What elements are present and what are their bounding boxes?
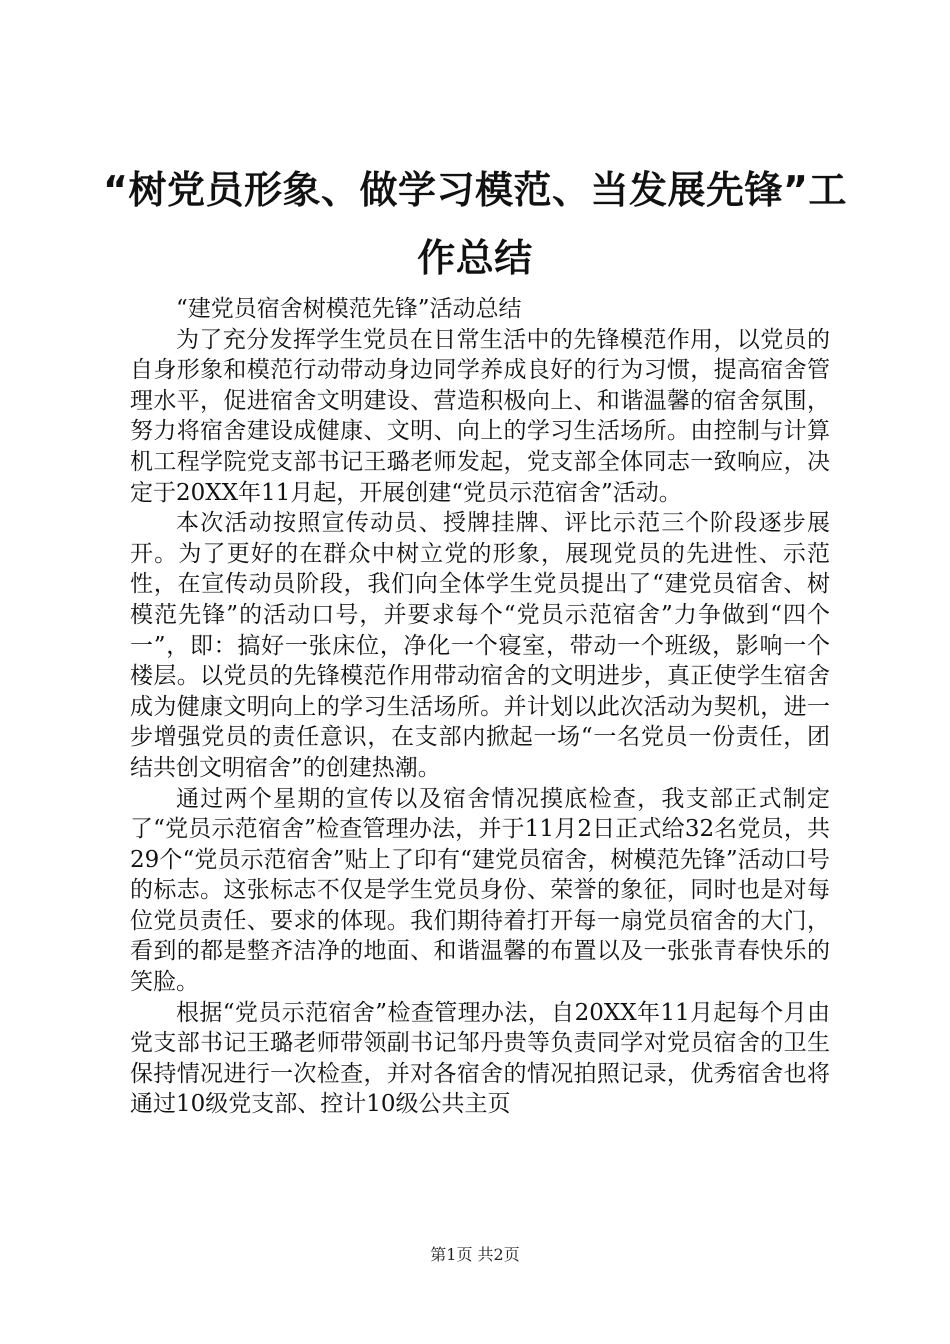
paragraph: 为了充分发挥学生党员在日常生活中的先锋模范作用，以党员的自身形象和模范行动带动身边同学养成良好的行为习惯，提高宿舍管理水平，促进宿舍文明建设、营造积极向上、和谐温馨的宿舍氛围，努力将宿舍建设成健康、文明、向上的学习生活场所。由控制与计算机工程学院党支部书记王璐老师发起，党支部全体同志一致响应，决定于20XX年11月起，开展创建“党员示范宿舍”活动。: [130, 326, 830, 506]
document-title: “树党员形象、做学习模范、当发展先锋”工作总结: [103, 168, 847, 280]
document-body: [130, 294, 830, 1120]
document-subtitle: “建党员宿舍树模范先锋”活动总结: [176, 296, 522, 322]
paragraph: 根据“党员示范宿舍”检查管理办法，自20XX年11月起每个月由党支部书记王璐老师带领副书记邹丹贵等负责同学对党员宿舍的卫生保持情况进行一次检查，并对各宿舍的情况拍照记录，优秀宿舍也将通过10级党支部、控计10级公共主页: [130, 999, 830, 1118]
paragraph: 通过两个星期的宣传以及宿舍情况摸底检查，我支部正式制定了“党员示范宿舍”检查管理办法，并于11月2日正式给32名党员，共29个“党员示范宿舍”贴上了印有“建党员宿舍，树模范先锋”活动口号的标志。这张标志不仅是学生党员身份、荣誉的象征，同时也是对每位党员责任、要求的体现。我们期待着打开每一扇党员宿舍的大门，看到的都是整齐洁净的地面、和谐温馨的布置以及一张张青春快乐的笑脸。: [130, 785, 830, 996]
paragraph: 本次活动按照宣传动员、授牌挂牌、评比示范三个阶段逐步展开。为了更好的在群众中树立党的形象，展现党员的先进性、示范性，在宣传动员阶段，我们向全体学生党员提出了“建党员宿舍、树模范先锋”的活动口号，并要求每个“党员示范宿舍”力争做到“四个一”，即：搞好一张床位，净化一个寝室，带动一个班级，影响一个楼层。以党员的先锋模范作用带动宿舍的文明进步，真正使学生宿舍成为健康文明向上的学习生活场所。并计划以此次活动为契机，进一步增强党员的责任意识，在支部内掀起一场“一名党员一份责任，团结共创文明宿舍”的创建热潮。: [130, 510, 830, 781]
page-number-footer: 第1页 共2页: [430, 1245, 520, 1264]
